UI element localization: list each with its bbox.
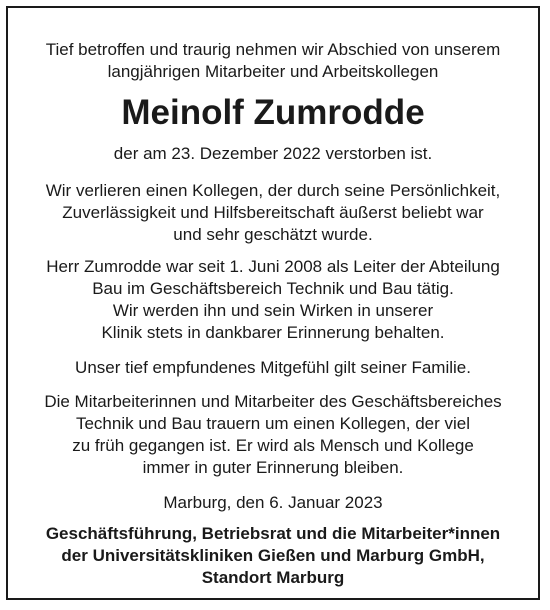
- obituary-notice: [6, 6, 540, 600]
- personality-paragraph-line: Wir verlieren einen Kollegen, der durch seine Persönlichkeit,: [45, 181, 501, 200]
- personality-paragraph-line: Zuverlässigkeit und Hilfsbereitschaft äußerst beliebt war: [62, 203, 484, 222]
- intro-line: langjährigen Mitarbeiter und Arbeitskollegen: [107, 62, 439, 81]
- career-paragraph-line: Wir werden ihn und sein Wirken in unserer: [112, 301, 434, 320]
- intro-line: Tief betroffen und traurig nehmen wir Abschied von unserem: [45, 40, 501, 59]
- condolence-line: Unser tief empfundenes Mitgefühl gilt seiner Familie.: [75, 358, 471, 377]
- deceased-name: Meinolf Zumrodde: [121, 93, 425, 132]
- personality-paragraph-line: und sehr geschätzt wurde.: [173, 225, 373, 244]
- signature-line: der Universitätskliniken Gießen und Marburg GmbH,: [61, 546, 485, 565]
- signature-line: Geschäftsführung, Betriebsrat und die Mitarbeiter*innen: [45, 524, 501, 543]
- signature-line: Standort Marburg: [201, 568, 345, 587]
- career-paragraph-line: Herr Zumrodde war seit 1. Juni 2008 als Leiter der Abteilung: [46, 257, 500, 276]
- colleagues-paragraph-line: Die Mitarbeiterinnen und Mitarbeiter des Geschäftsbereiches: [44, 392, 502, 411]
- colleagues-paragraph-line: Technik und Bau trauern um einen Kollegen, der viel: [75, 414, 471, 433]
- career-paragraph-line: Bau im Geschäftsbereich Technik und Bau tätig.: [92, 279, 454, 298]
- career-paragraph-line: Klinik stets in dankbarer Erinnerung behalten.: [101, 323, 445, 342]
- place-date-line: Marburg, den 6. Januar 2023: [163, 493, 383, 512]
- death-date-line: der am 23. Dezember 2022 verstorben ist.: [113, 144, 433, 163]
- colleagues-paragraph-line: zu früh gegangen ist. Er wird als Mensch und Kollege: [72, 436, 474, 455]
- colleagues-paragraph-line: immer in guter Erinnerung bleiben.: [142, 458, 404, 477]
